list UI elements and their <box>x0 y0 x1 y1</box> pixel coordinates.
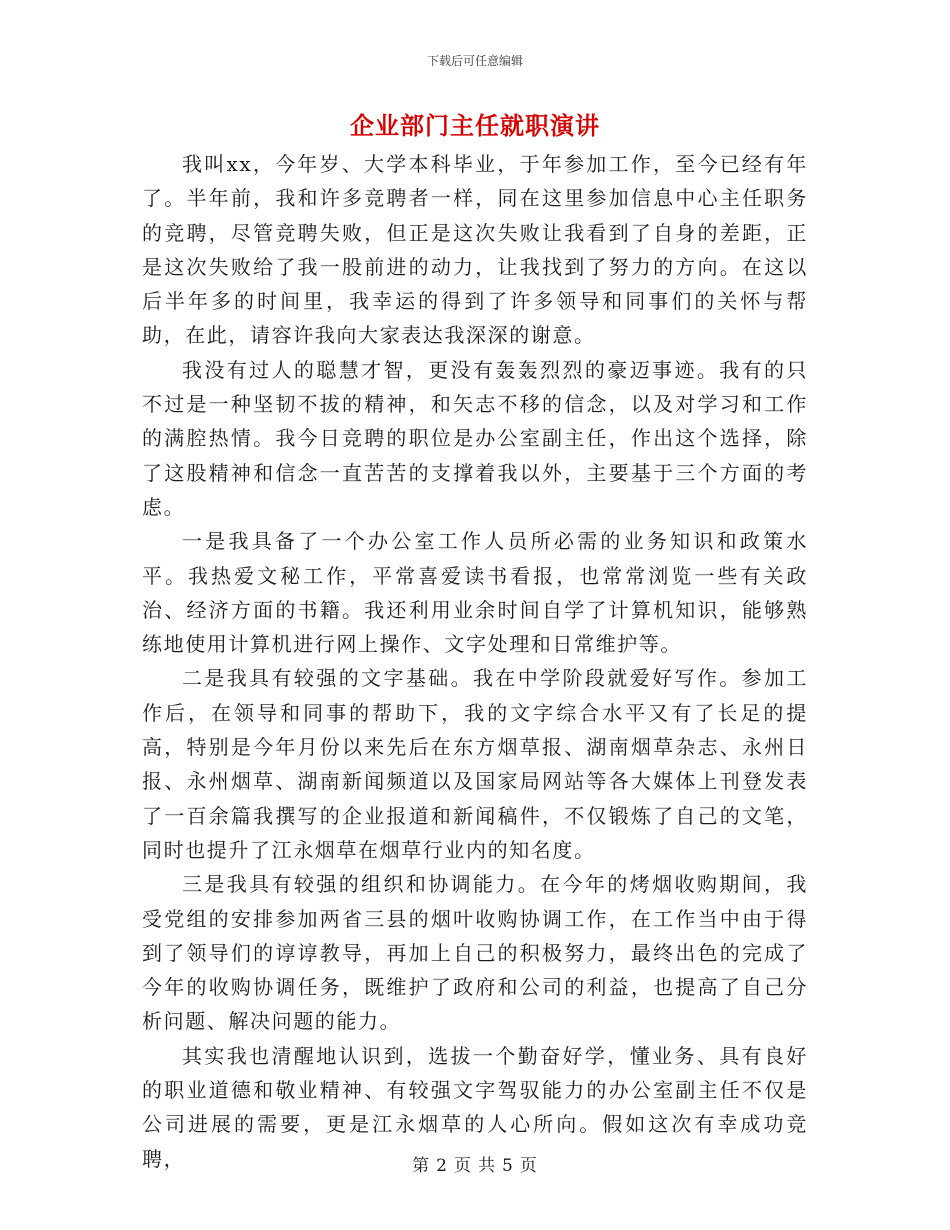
footer-label-di: 第 <box>412 1156 431 1176</box>
paragraph-motivation: 我没有过人的聪慧才智，更没有轰轰烈烈的豪迈事迹。我有的只不过是一种坚韧不拔的精神，和矢志不移的信念，以及对学习和工作的满腔热情。我今日竞聘的职位是办公室副主任，作出这个选择，除了这股精神和信念一直苦苦的支撑着我以外，主要基于三个方面的考虑。 <box>142 357 808 519</box>
footer-label-ye-2: 页 <box>519 1156 538 1176</box>
document-title: 企业部门主任就职演讲 <box>350 111 600 140</box>
footer-label-ye: 页 <box>454 1156 472 1176</box>
paragraph-intro: 我叫xx，今年岁、大学本科毕业，于年参加工作，至今已经有年了。半年前，我和许多竞聘者一样，同在这里参加信息中心主任职务的竞聘，尽管竞聘失败，但正是这次失败让我看到了自身的差距，正是这次失败给了我一股前进的动力，让我找到了努力的方向。在这以后半年多的时间里，我幸运的得到了许多领导和同事们的关怀与帮助，在此，请容许我向大家表达我深深的谢意。 <box>142 152 808 348</box>
paragraph-point-three: 三是我具有较强的组织和协调能力。在今年的烤烟收购期间，我受党组的安排参加两省三县的烟叶收购协调工作，在工作当中由于得到了领导们的谆谆教导，再加上自己的积极努力，最终出色的完成了今年的收购协调任务，既维护了政府和公司的利益，也提高了自己分析问题、解决问题的能力。 <box>142 872 808 1034</box>
paragraph-point-one: 一是我具备了一个办公室工作人员所必需的业务知识和政策水平。我热爱文秘工作，平常喜爱读书看报，也常常浏览一些有关政治、经济方面的书籍。我还利用业余时间自学了计算机知识，能够熟练地使用计算机进行网上操作、文字处理和日常维护等。 <box>142 529 808 657</box>
footer-current-page: 2 <box>436 1156 448 1176</box>
page-number-footer <box>0 1155 950 1177</box>
paragraph-point-two: 二是我具有较强的文字基础。我在中学阶段就爱好写作。参加工作后，在领导和同事的帮助下，我的文字综合水平又有了长足的提高，特别是今年月份以来先后在东方烟草报、湖南烟草杂志、永州日报、永州烟草、湖南新闻频道以及国家局网站等各大媒体上刊登发表了一百余篇我撰写的企业报道和新闻稿件，不仅锻炼了自己的文笔，同时也提升了江永烟草在烟草行业内的知名度。 <box>142 666 808 862</box>
footer-total-pages: 5 <box>502 1156 514 1176</box>
paragraph-closing: 其实我也清醒地认识到，选拔一个勤奋好学，懂业务、具有良好的职业道德和敬业精神、有较强文字驾驭能力的办公室副主任不仅是公司进展的需要，更是江永烟草的人心所向。假如这次有幸成功竞聘， <box>142 1043 808 1171</box>
page-header-note: 下载后可任意编辑 <box>426 54 523 68</box>
footer-label-gong: 共 <box>478 1156 496 1176</box>
document-body <box>142 147 808 1176</box>
